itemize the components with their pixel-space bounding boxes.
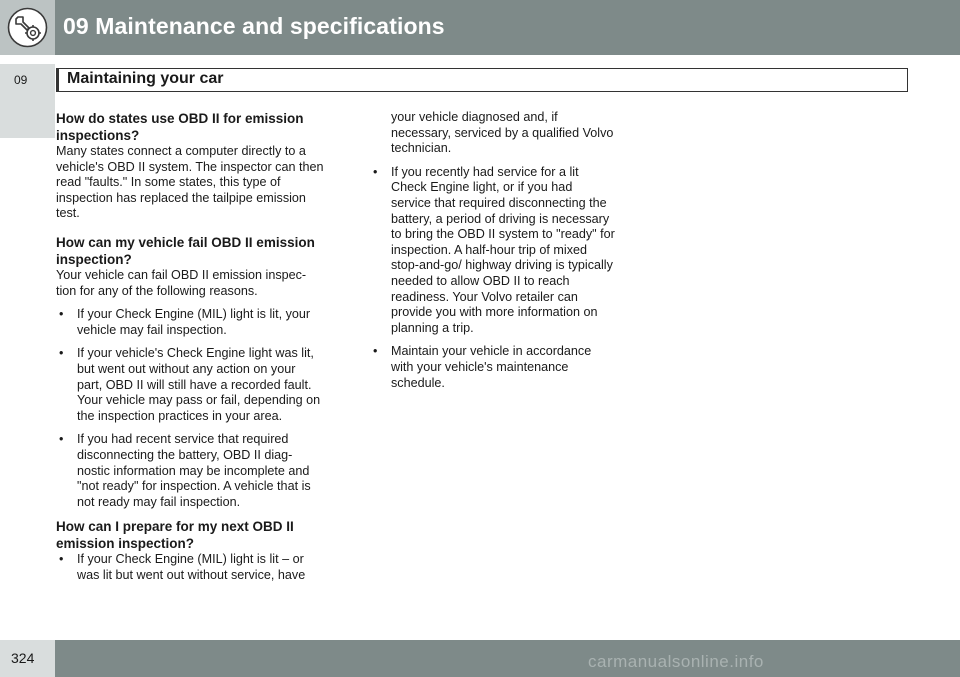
list-item	[56, 346, 324, 424]
bullet-marker: •	[59, 552, 64, 567]
list-item	[370, 165, 615, 337]
chapter-title: 09 Maintenance and specifications	[63, 13, 445, 39]
list-item	[56, 307, 324, 338]
list-item-text: If you recently had service for a lit Check Engine light, or if you had service that required disconnecting the battery, a period of driving is necessary to bring the OBD II system to "ready" for inspection. A half-hour trip of mixed stop-and-go/ highway driving is typically needed to allow OBD II to reach readiness. Your Volvo retailer can provide you with more information on planning a trip.	[391, 164, 615, 335]
list-item-text: your vehicle diagnosed and, if necessary, serviced by a qualified Volvo technician.	[391, 110, 614, 156]
heading-fail-inspection: How can my vehicle fail OBD II emission inspection?	[56, 234, 315, 267]
list-item-text: If your Check Engine (MIL) light is lit – or was lit but went out without service, have	[77, 552, 306, 582]
heading-obd-states: How do states use OBD II for emission inspections?	[56, 111, 304, 143]
footer-bar	[0, 640, 960, 677]
bullet-marker: •	[373, 344, 378, 359]
watermark: carmanualsonline.info	[588, 652, 764, 671]
heading-prepare-inspection: How can I prepare for my next OBD II emission inspection?	[56, 519, 294, 552]
right-column	[370, 110, 615, 399]
section-heading-box	[56, 68, 908, 92]
page-number-tab	[0, 640, 55, 677]
list-item-text: Maintain your vehicle in accordance with your vehicle's maintenance schedule.	[391, 344, 592, 390]
chapter-side-tab	[0, 64, 55, 138]
bullet-marker: •	[59, 346, 64, 361]
paragraph-obd-states: Many states connect a computer directly to a vehicle's OBD II system. The inspector can then read "faults." In some states, this type of inspection has replaced the tailpipe emission test.	[56, 144, 324, 221]
list-item	[370, 344, 615, 391]
section-title: Maintaining your car	[67, 70, 224, 87]
wrench-gear-icon	[5, 5, 50, 50]
list-item-text: If your vehicle's Check Engine light was lit, but went out without any action on your part, OBD II will still have a recorded fault. Your vehicle may pass or fail, depending on the inspection practices in your area.	[77, 346, 321, 423]
page-number: 324	[11, 650, 35, 666]
list-item	[56, 432, 324, 510]
chapter-icon-box	[0, 0, 55, 55]
list-item-text: If your Check Engine (MIL) light is lit, your vehicle may fail inspection.	[77, 307, 311, 337]
bullet-marker: •	[59, 432, 64, 447]
list-item	[56, 552, 324, 583]
bullet-marker: •	[373, 164, 378, 179]
list-item-continuation	[370, 110, 615, 157]
list-item-text: If you had recent service that required disconnecting the battery, OBD II diag-nostic information may be incomplete and "not ready" for inspection. A vehicle that is not ready may fail inspection.	[77, 432, 311, 509]
bullet-marker: •	[59, 307, 64, 322]
chapter-number: 09	[14, 73, 28, 87]
left-column	[56, 110, 324, 583]
paragraph-fail-reasons: Your vehicle can fail OBD II emission inspec-tion for any of the following reasons.	[56, 267, 307, 298]
